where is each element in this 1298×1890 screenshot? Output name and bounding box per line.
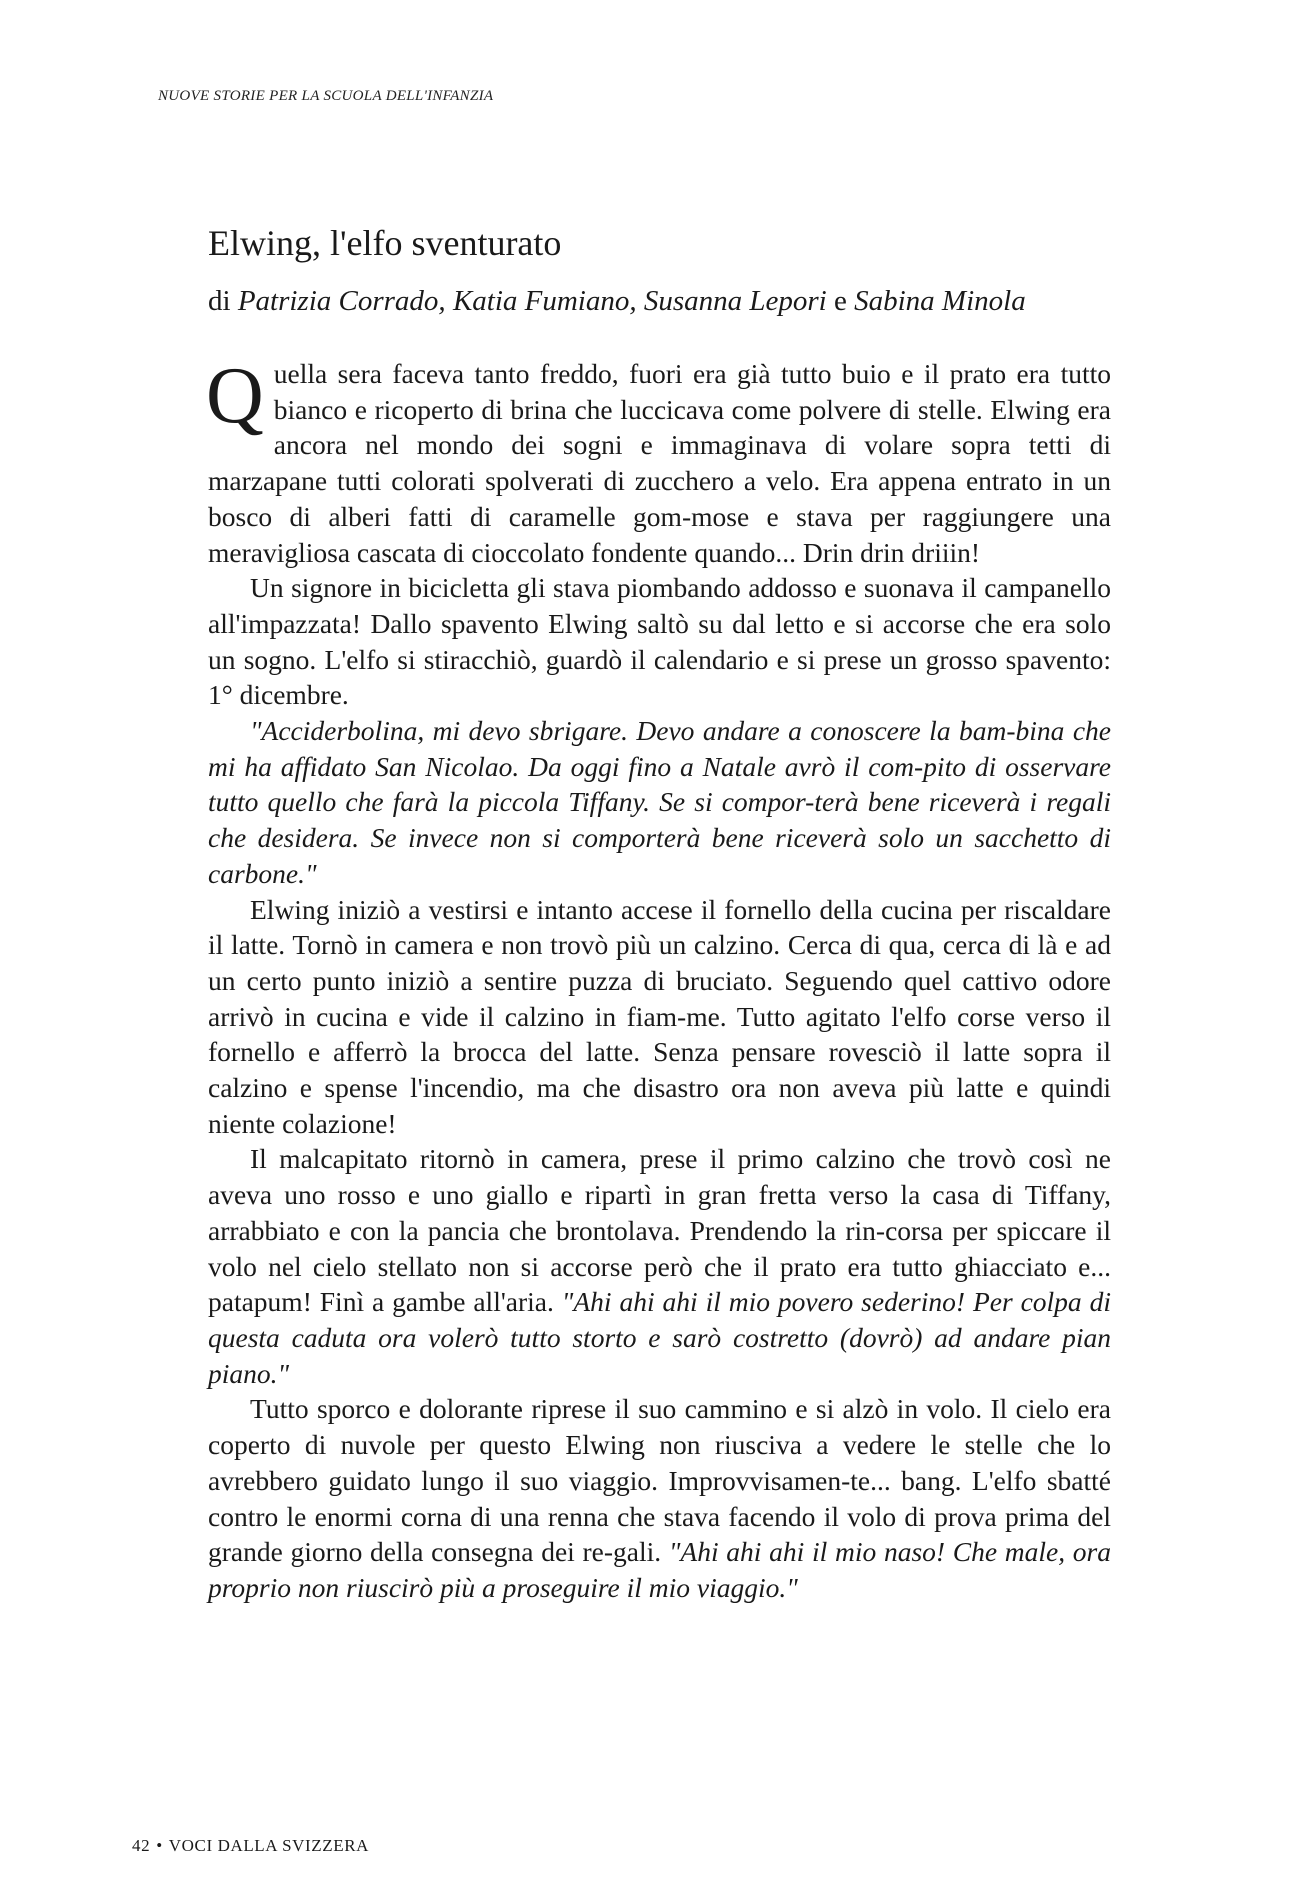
- paragraph-5: [208, 1141, 1111, 1391]
- paragraph-text: Tutto sporco e dolorante riprese il suo cammino e si alzò in volo. Il cielo era coperto di nuvole per questo Elwing non riusciva a vedere le stelle che lo avrebbero guidato lungo il suo viaggio. Improvvisamen-te... bang. L'elfo sbatté contro le enormi corna di una renna che stava facendo il volo di prova prima del grande giorno della consegna dei re-gali.: [208, 1393, 1111, 1568]
- dialogue-text: "Ahi ahi ahi il mio naso! Che male, ora proprio non riuscirò più a proseguire il mio viaggio.": [208, 1536, 1111, 1603]
- paragraph-2: Un signore in bicicletta gli stava piombando addosso e suonava il campanello all'impazzata! Dallo spavento Elwing saltò su dal letto e si accorse che era solo un sogno. L'elfo si stiracchiò, guardò il calendario e si prese un grosso spavento: 1° dicembre.: [208, 572, 1111, 711]
- story-body: [206, 352, 1111, 1606]
- page-footer: [132, 1836, 375, 1856]
- publication-name: VOCI DALLA SVIZZERA: [168, 1836, 370, 1855]
- paragraph-1: [206, 352, 1111, 570]
- story-title: Elwing, l'elfo sventurato: [208, 223, 562, 263]
- byline-and: e: [834, 285, 847, 317]
- running-head: NUOVE STORIE PER LA SCUOLA DELL'INFANZIA: [158, 88, 494, 104]
- drop-cap: Q: [206, 352, 264, 440]
- dialogue-text: "Ahi ahi ahi il mio povero sederino! Per colpa di questa caduta ora volerò tutto storto e sarò costretto (dovrò) ad andare pian piano.": [208, 1286, 1111, 1389]
- author-name: Sabina Minola: [854, 285, 1026, 317]
- page-number: 42: [132, 1836, 151, 1855]
- author-name: Katia Fumiano,: [452, 285, 637, 317]
- author-name: Patrizia Corrado,: [237, 285, 446, 317]
- paragraph-4: Elwing iniziò a vestirsi e intanto accese il fornello della cucina per riscaldare il latte. Tornò in camera e non trovò più un calzino. Cerca di qua, cerca di là e ad un certo punto iniziò a sentire puzza di bruciato. Seguendo quel cattivo odore arrivò in cucina e vide il calzino in fiam-me. Tutto agitato l'elfo corse verso il fornello e afferrò la brocca del latte. Senza pensare rovesciò il latte sopra il calzino e spense l'incendio, ma che disastro ora non aveva più latte e quindi niente colazione!: [208, 893, 1111, 1139]
- paragraph-6: [208, 1391, 1111, 1605]
- byline-di: di: [208, 285, 231, 317]
- footer-separator: •: [156, 1836, 163, 1855]
- paragraph-3-dialogue: "Acciderbolina, mi devo sbrigare. Devo andare a conoscere la bam-bina che mi ha affidato San Nicolao. Da oggi fino a Natale avrò il com-pito di osservare tutto quello che farà la piccola Tiffany. Se si compor-terà bene riceverà i regali che desidera. Se invece non si comporterà bene riceverà solo un sacchetto di carbone.": [208, 715, 1111, 889]
- byline: [208, 285, 1026, 318]
- paragraph-text: uella sera faceva tanto freddo, fuori era già tutto buio e il prato era tutto bianco e ricoperto di brina che luccicava come polvere di stelle. Elwing era ancora nel mondo dei sogni e immaginava di volare sopra tetti di marzapane tutti colorati spolverati di zucchero a velo. Era appena entrato in un bosco di alberi fatti di caramelle gom-mose e stava per raggiungere una meravigliosa cascata di cioccolato fondente quando... Drin drin driiin!: [208, 358, 1111, 568]
- author-name: Susanna Lepori: [643, 285, 827, 317]
- paragraph-text: Il malcapitato ritornò in camera, prese il primo calzino che trovò così ne aveva uno rosso e uno giallo e ripartì in gran fretta verso la casa di Tiffany, arrabbiato e con la pancia che brontolava. Prendendo la rin-corsa per spiccare il volo nel cielo stellato non si accorse però che il prato era tutto ghiacciato e... patapum! Finì a gambe all'aria.: [208, 1143, 1111, 1318]
